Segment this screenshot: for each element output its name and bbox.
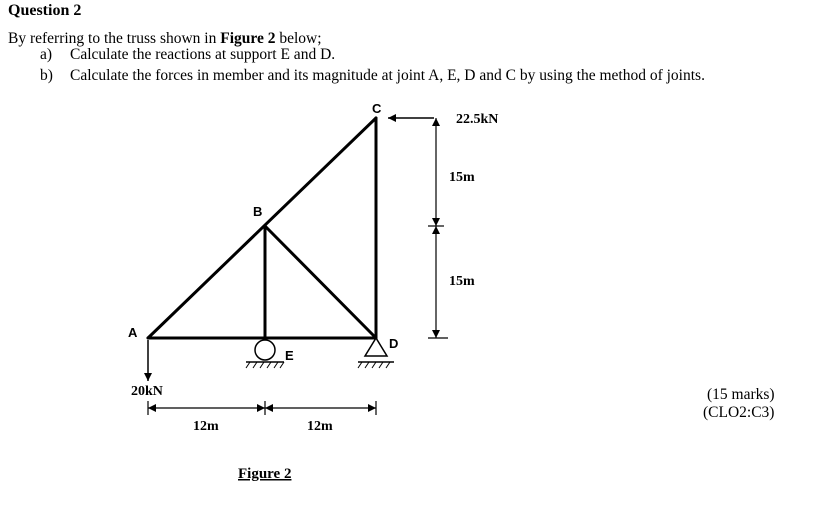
roller-hatch — [246, 362, 284, 368]
dim-label-upper: 15m — [449, 170, 475, 185]
joint-label-c: C — [372, 101, 382, 116]
joint-label-b: B — [253, 204, 263, 219]
dimension-vertical — [428, 118, 448, 338]
dim-label-right: 12m — [307, 419, 333, 434]
question-title: Question 2 — [8, 2, 82, 19]
item-a-text: Calculate the reactions at support E and D. — [70, 46, 336, 63]
joint-label-e: E — [285, 348, 294, 363]
dim-label-left: 12m — [193, 419, 219, 434]
figure-caption: Figure 2 — [238, 466, 292, 482]
load-label-horizontal: 22.5kN — [456, 112, 499, 127]
joint-label-d: D — [389, 336, 399, 351]
item-a-label: a) — [40, 46, 53, 63]
roller-circle — [255, 340, 275, 360]
intro-figure-ref: Figure 2 — [220, 30, 276, 47]
dimension-horizontal — [148, 401, 376, 415]
intro-prefix: By referring to the truss shown in — [8, 30, 221, 47]
pin-triangle — [365, 338, 387, 356]
item-b-text: Calculate the forces in member and its magnitude at joint A, E, D and C by using the method of joints. — [70, 67, 705, 84]
clo-label: (CLO2:C3) — [703, 404, 775, 421]
item-b-label: b) — [40, 67, 53, 84]
support-roller-e — [246, 340, 284, 368]
dim-label-lower: 15m — [449, 274, 475, 289]
member-BD — [265, 226, 376, 338]
load-label-vertical: 20kN — [131, 384, 163, 399]
pin-hatch — [358, 362, 390, 368]
joint-label-a: A — [128, 325, 138, 340]
intro-suffix: below; — [275, 30, 322, 47]
marks-label: (15 marks) — [707, 386, 775, 403]
truss-members — [148, 118, 376, 338]
